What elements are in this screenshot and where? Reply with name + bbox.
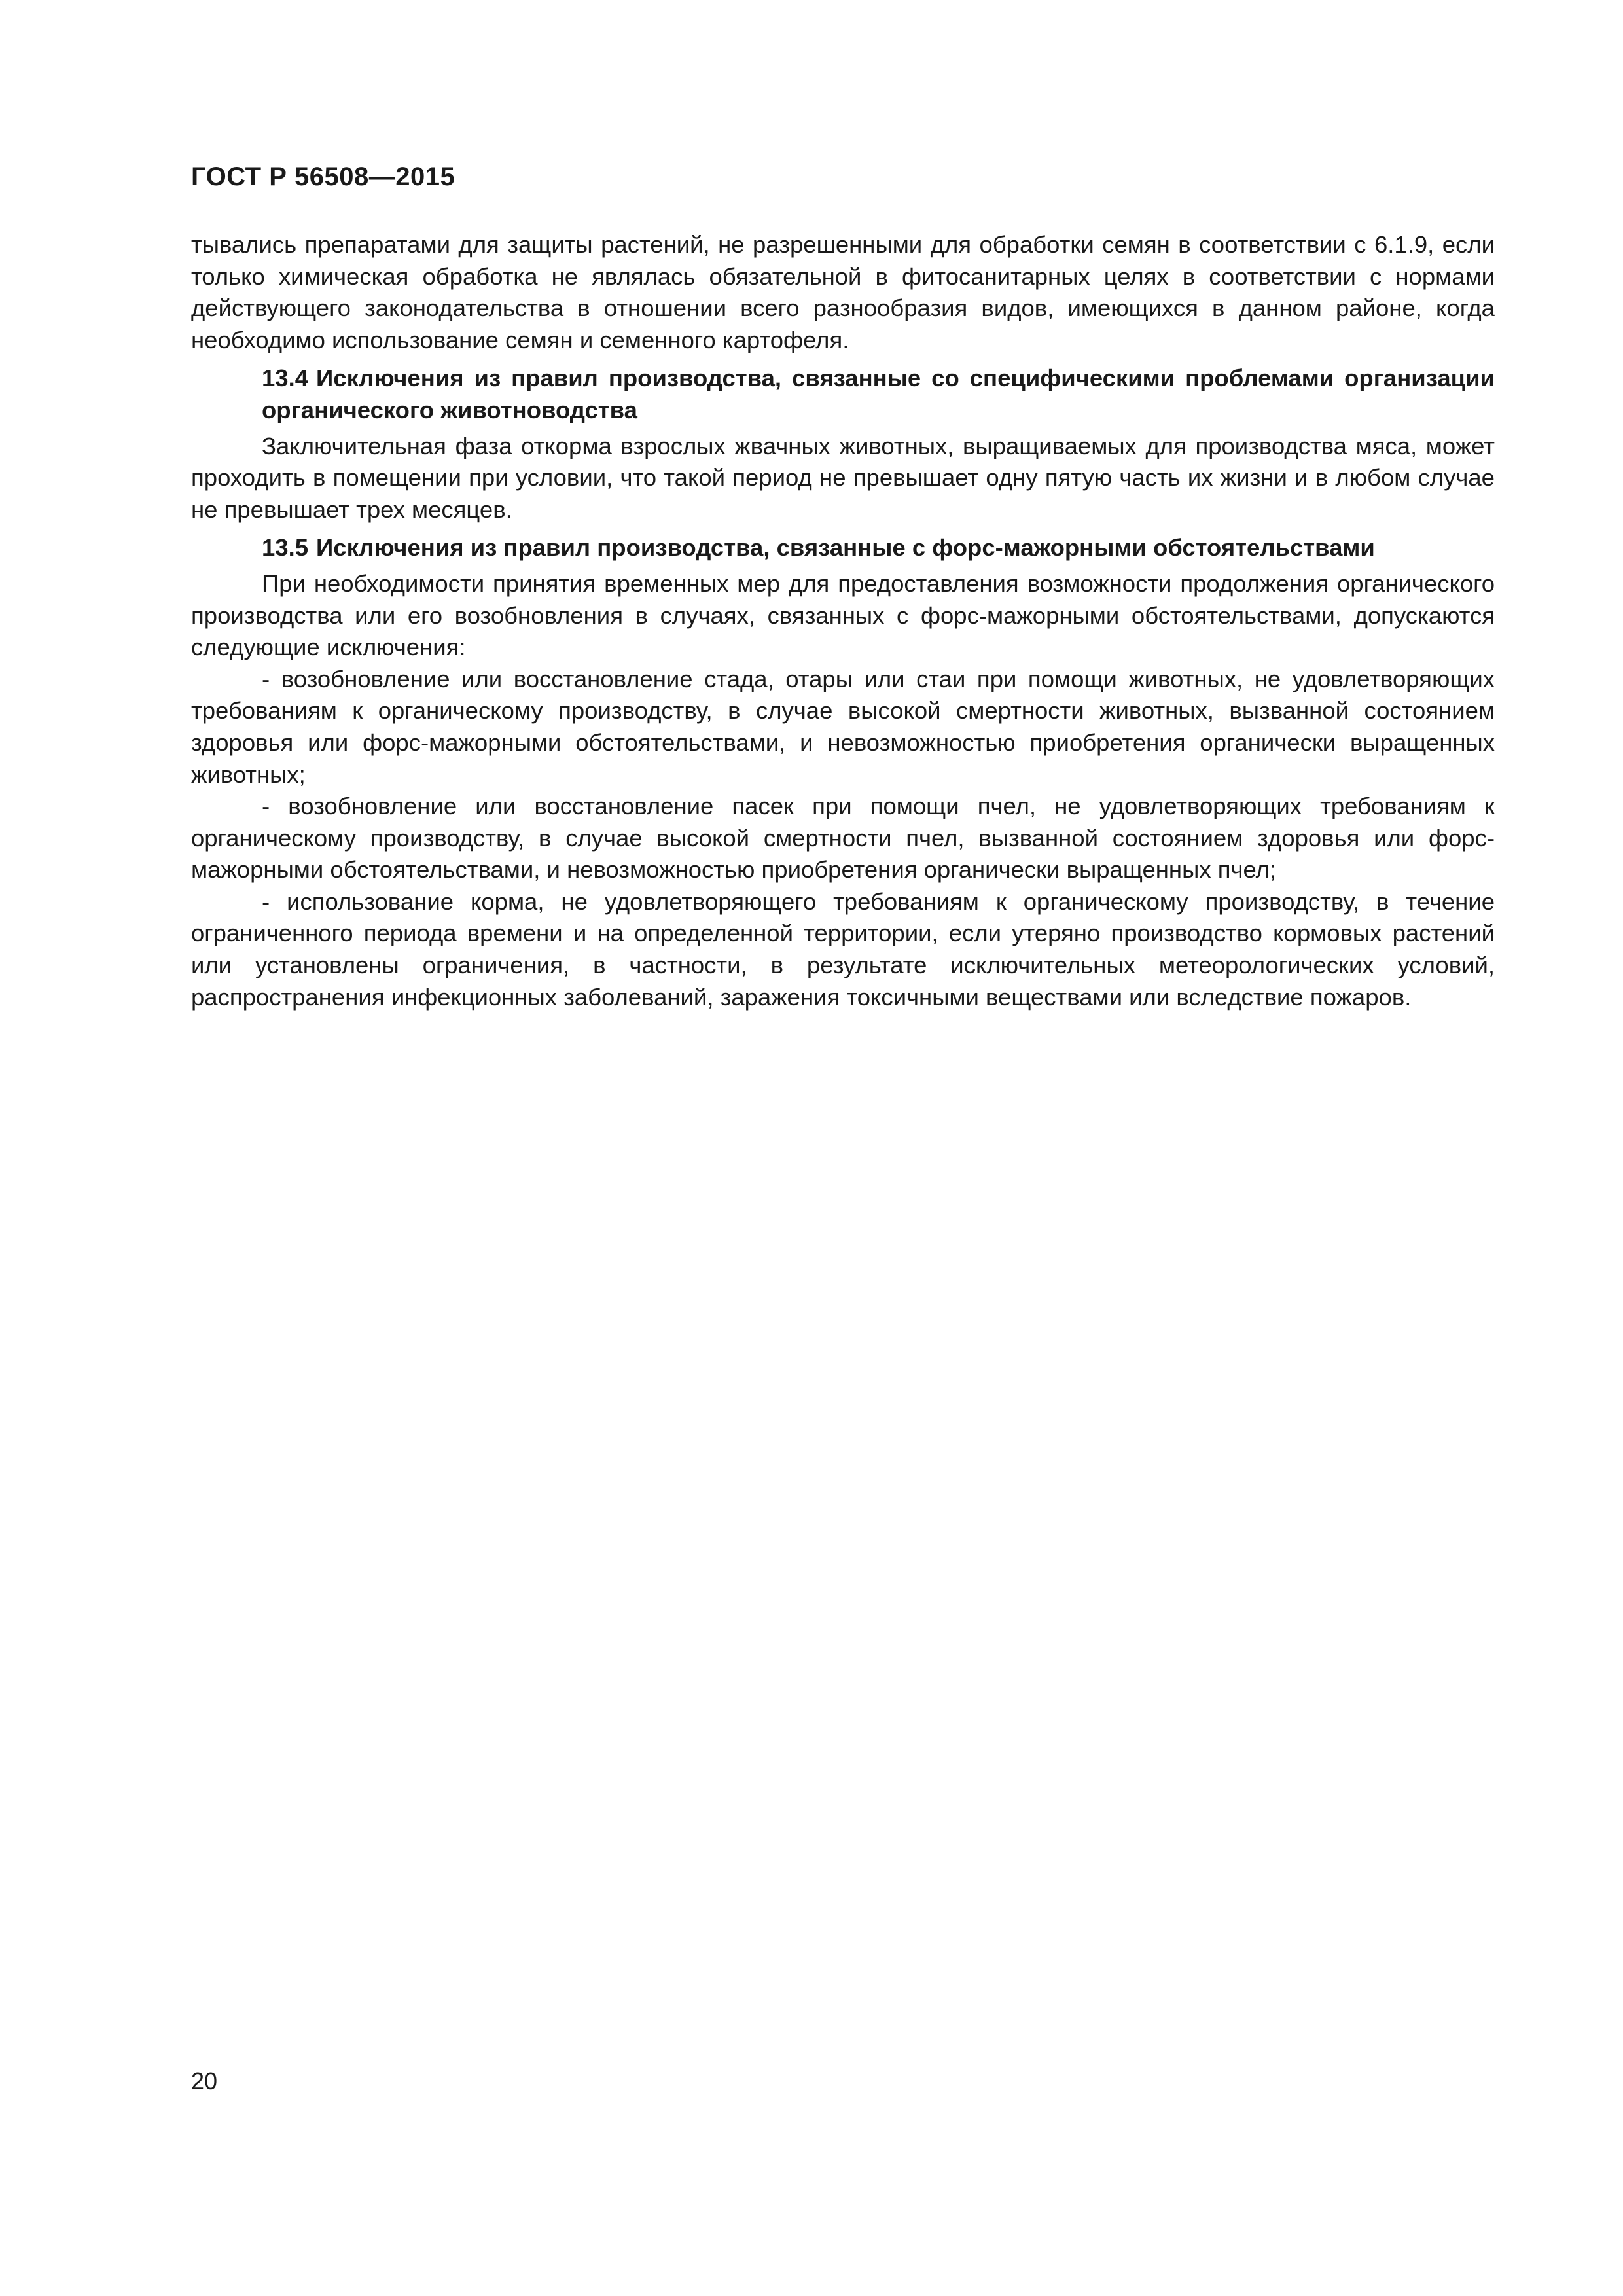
list-item: - использование корма, не удовлетворяющего требованиям к органическому производству, в течение ограниченного периода времени и на определенной территории, если утеряно производство кормовых растений или установлены ограничения, в частности, в результате исключительных метеорологических условий, распространения инфекционных заболеваний, заражения токсичными веществами или вследствие пожаров. — [191, 888, 1495, 1011]
page-number: 20 — [191, 2068, 218, 2094]
document-body — [191, 229, 1495, 1013]
section-13-5-title: Исключения из правил производства, связанные с форс-мажорными обстоятельствами — [316, 534, 1375, 562]
section-13-4-number: 13.4 — [262, 365, 309, 392]
section-13-5-intro-paragraph: При необходимости принятия временных мер для предоставления возможности продолжения органического производства или его возобновления в случаях, связанных с форс-мажорными обстоятельствами, допускаются следующие исключения: — [191, 569, 1495, 661]
section-13-4-title: Исключения из правил производства, связанные со специфическими проблемами организации органического животноводства — [262, 365, 1495, 423]
section-13-4-heading — [191, 363, 1495, 426]
list-item: - возобновление или восстановление стада, отары или стаи при помощи животных, не удовлетворяющих требованиям к органическому производству, в случае высокой смертности животных, вызванной состоянием здоровья или форс-мажорными обстоятельствами, и невозможностью приобретения органически выращенных животных; — [191, 665, 1495, 788]
section-13-5-number: 13.5 — [262, 534, 309, 562]
continued-paragraph: тывались препаратами для защиты растений, не разрешенными для обработки семян в соответствии с 6.1.9, если только химическая обработка не являлась обязательной в фитосанитарных целях в соответствии с нормами действующего законодательства в отношении всего разнообразия видов, имеющихся в данном районе, когда необходимо использование семян и семенного картофеля. — [191, 231, 1495, 353]
section-13-4-paragraph: Заключительная фаза откорма взрослых жвачных животных, выращиваемых для производства мяса, может проходить в помещении при условии, что такой период не превышает одну пятую часть их жизни и в любом случае не превышает трех месяцев. — [191, 432, 1495, 523]
list-item: - возобновление или восстановление пасек при помощи пчел, не удовлетворяющих требованиям к органическому производству, в случае высокой смертности пчел, вызванной состоянием здоровья или форс-мажорными обстоятельствами, и невозможностью приобретения органически выращенных пчел; — [191, 793, 1495, 884]
document-code-header: ГОСТ Р 56508—2015 — [191, 162, 455, 191]
section-13-5-heading — [191, 532, 1495, 564]
